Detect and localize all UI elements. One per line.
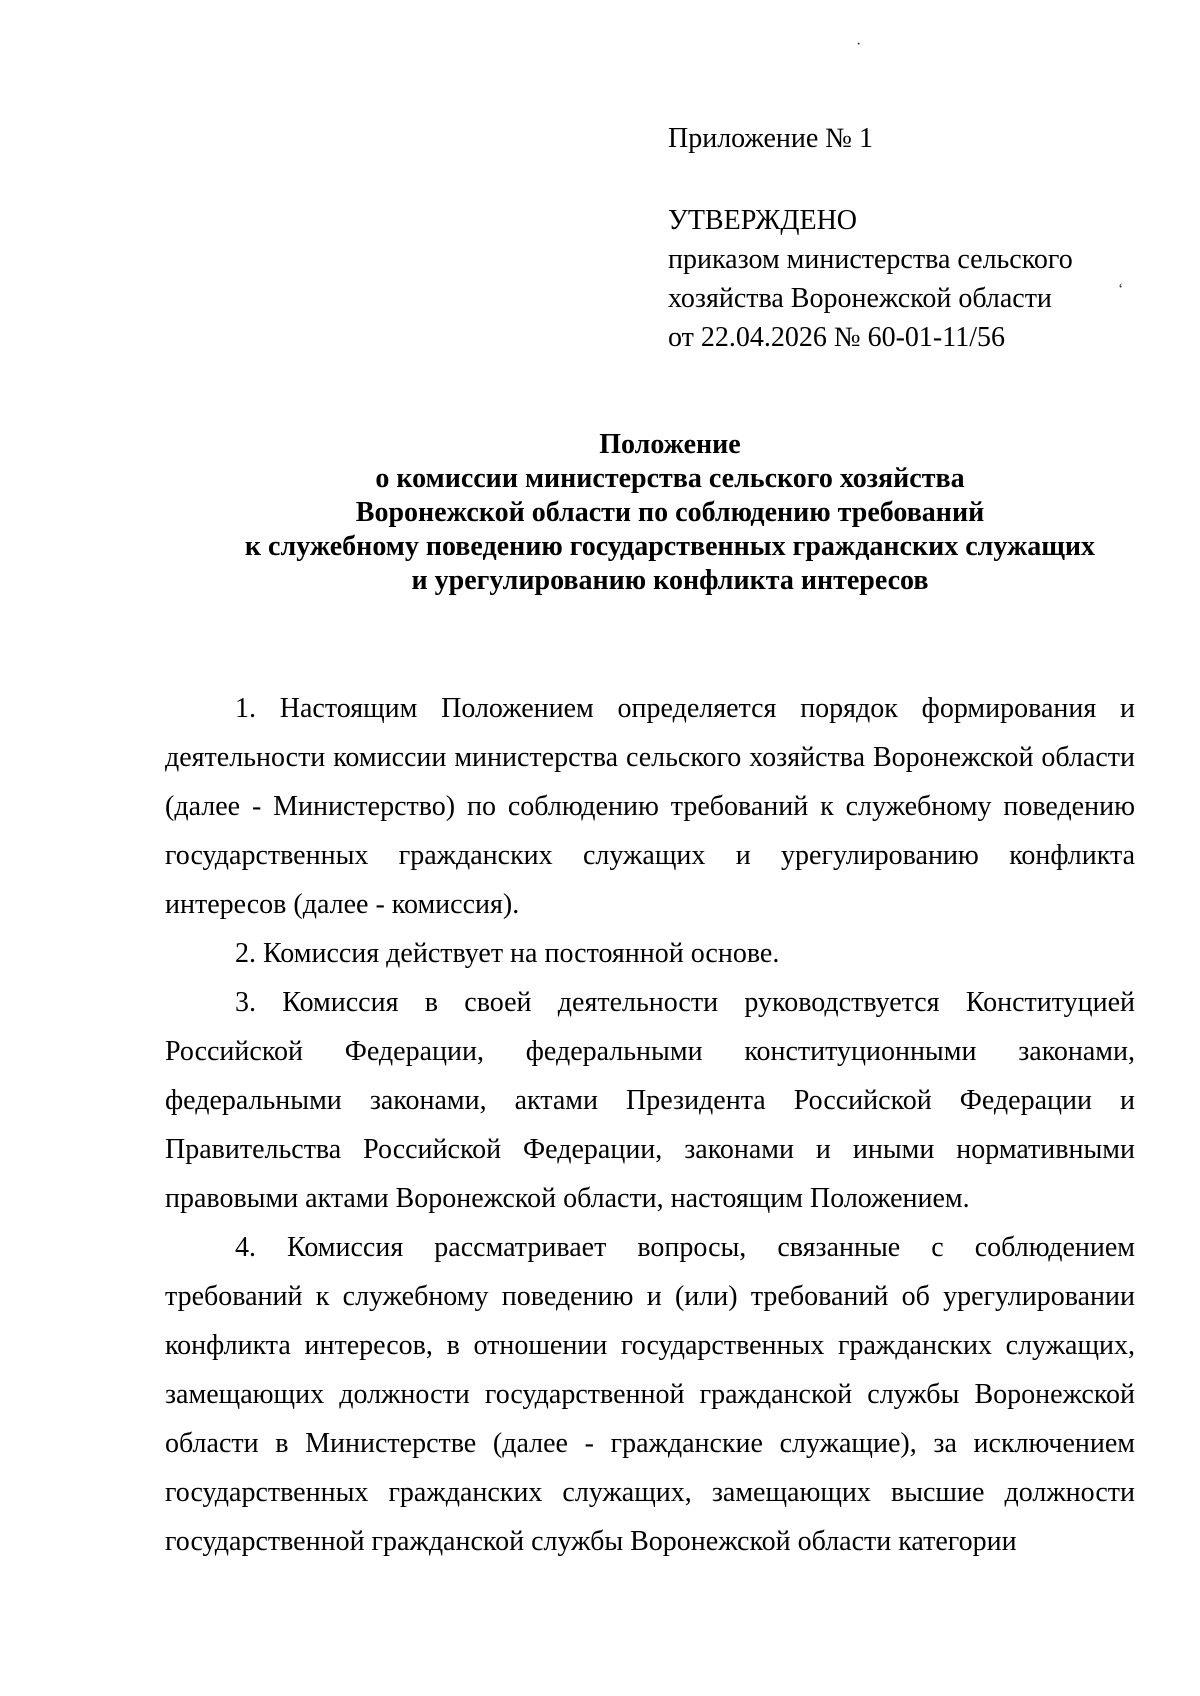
appendix-number: Приложение № 1 xyxy=(668,123,873,154)
approved-stamp-text: УТВЕРЖДЕНО xyxy=(668,205,858,236)
document-title xyxy=(120,428,1200,598)
approval-line: хозяйства Воронежской области xyxy=(668,283,1052,314)
title-line: и урегулированию конфликта интересов xyxy=(411,565,929,596)
paragraph-3: 3. Комиссия в своей деятельности руководствуется Конституцией Российской Федерации, федеральными конституционными законами, федеральными законами, актами Президента Российской Федерации и Правительства Российской Федерации, законами и иными нормативными правовыми актами Воронежской области, настоящим Положением. xyxy=(165,987,1135,1214)
title-line: о комиссии министерства сельского хозяйства xyxy=(375,463,965,494)
approval-block xyxy=(668,119,1073,357)
title-line: к служебному поведению государственных гражданских служащих xyxy=(244,531,1096,562)
title-line: Положение xyxy=(599,429,741,460)
approval-line: приказом министерства сельского xyxy=(668,244,1073,275)
scan-artifact-mark: ‘ xyxy=(1118,281,1124,298)
scan-artifact-dot: · xyxy=(856,36,862,53)
paragraph-2: 2. Комиссия действует на постоянной основе. xyxy=(235,938,780,969)
document-body xyxy=(165,684,1135,1566)
title-line: Воронежской области по соблюдению требований xyxy=(355,497,985,528)
approval-line: от 22.04.2026 № 60-01-11/56 xyxy=(668,322,1005,353)
paragraph-1: 1. Настоящим Положением определяется порядок формирования и деятельности комиссии министерства сельского хозяйства Воронежской области (далее - Министерство) по соблюдению требований к служебному поведению государственных гражданских служащих и урегулированию конфликта интересов (далее - комиссия). xyxy=(165,693,1135,920)
paragraph-4: 4. Комиссия рассматривает вопросы, связанные с соблюдением требований к служебному поведению и (или) требований об урегулировании конфликта интересов, в отношении государственных гражданских служащих, замещающих должности государственной гражданской службы Воронежской области в Министерстве (далее - гражданские служащие), за исключением государственных гражданских служащих, замещающих высшие должности государственной гражданской службы Воронежской области категории xyxy=(165,1232,1135,1557)
